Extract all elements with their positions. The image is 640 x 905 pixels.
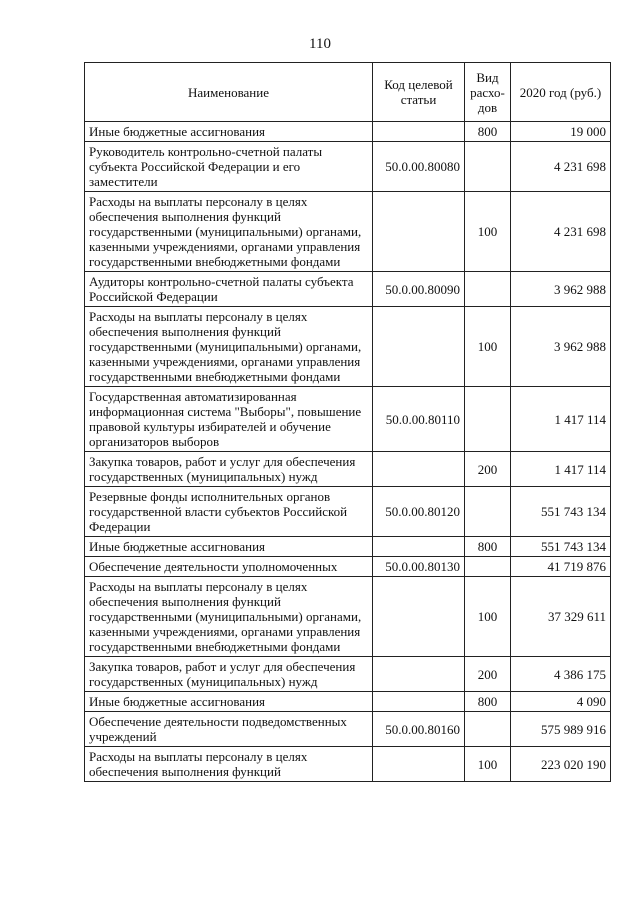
- table-row: [85, 387, 611, 452]
- table-header-row: [85, 63, 611, 122]
- row-amount: 4 090: [511, 692, 611, 712]
- table-row: [85, 537, 611, 557]
- row-code: [373, 537, 465, 557]
- table-row: [85, 272, 611, 307]
- row-amount: 19 000: [511, 122, 611, 142]
- row-code: [373, 452, 465, 487]
- table-row: [85, 307, 611, 387]
- row-code: [373, 747, 465, 782]
- row-amount: 575 989 916: [511, 712, 611, 747]
- row-name: Обеспечение деятельности подведомственных учреждений: [85, 712, 373, 747]
- row-amount: 4 386 175: [511, 657, 611, 692]
- table-row: [85, 692, 611, 712]
- row-code: 50.0.00.80090: [373, 272, 465, 307]
- row-name: Иные бюджетные ассигнования: [85, 537, 373, 557]
- header-amount: 2020 год (руб.): [511, 63, 611, 122]
- table-row: [85, 452, 611, 487]
- row-kind: [465, 487, 511, 537]
- row-kind: 800: [465, 537, 511, 557]
- row-name: Руководитель контрольно-счетной палаты субъекта Российской Федерации и его заместители: [85, 142, 373, 192]
- row-kind: 100: [465, 192, 511, 272]
- row-name: Государственная автоматизированная информационная система "Выборы", повышение правовой культуры избирателей и обучение организаторов выборов: [85, 387, 373, 452]
- row-amount: 37 329 611: [511, 577, 611, 657]
- row-kind: [465, 557, 511, 577]
- row-code: 50.0.00.80110: [373, 387, 465, 452]
- header-kind: Вид расхо-дов: [465, 63, 511, 122]
- row-code: [373, 577, 465, 657]
- row-name: Закупка товаров, работ и услуг для обеспечения государственных (муниципальных) нужд: [85, 657, 373, 692]
- row-name: Иные бюджетные ассигнования: [85, 122, 373, 142]
- row-kind: 100: [465, 577, 511, 657]
- table-row: [85, 557, 611, 577]
- row-name: Расходы на выплаты персоналу в целях обеспечения выполнения функций государственными (муниципальными) органами, казенными учреждениями, органами управления государственными внебюджетными фондами: [85, 307, 373, 387]
- row-kind: [465, 712, 511, 747]
- table-row: [85, 657, 611, 692]
- row-kind: 200: [465, 452, 511, 487]
- row-amount: 551 743 134: [511, 537, 611, 557]
- row-name: Расходы на выплаты персоналу в целях обеспечения выполнения функций государственными (муниципальными) органами, казенными учреждениями, органами управления государственными внебюджетными фондами: [85, 577, 373, 657]
- row-code: [373, 307, 465, 387]
- row-kind: 800: [465, 692, 511, 712]
- header-name: Наименование: [85, 63, 373, 122]
- row-amount: 41 719 876: [511, 557, 611, 577]
- row-kind: 100: [465, 307, 511, 387]
- row-amount: 3 962 988: [511, 272, 611, 307]
- row-kind: 100: [465, 747, 511, 782]
- row-amount: 1 417 114: [511, 387, 611, 452]
- row-kind: 200: [465, 657, 511, 692]
- row-name: Закупка товаров, работ и услуг для обеспечения государственных (муниципальных) нужд: [85, 452, 373, 487]
- table-row: [85, 122, 611, 142]
- row-code: 50.0.00.80130: [373, 557, 465, 577]
- row-amount: 1 417 114: [511, 452, 611, 487]
- row-name: Иные бюджетные ассигнования: [85, 692, 373, 712]
- table-row: [85, 747, 611, 782]
- row-amount: 551 743 134: [511, 487, 611, 537]
- row-code: [373, 122, 465, 142]
- row-code: [373, 657, 465, 692]
- budget-table: [84, 62, 611, 782]
- row-code: 50.0.00.80120: [373, 487, 465, 537]
- table-row: [85, 712, 611, 747]
- row-amount: 223 020 190: [511, 747, 611, 782]
- row-name: Обеспечение деятельности уполномоченных: [85, 557, 373, 577]
- row-code: [373, 192, 465, 272]
- row-code: 50.0.00.80080: [373, 142, 465, 192]
- row-amount: 3 962 988: [511, 307, 611, 387]
- row-amount: 4 231 698: [511, 192, 611, 272]
- header-code: Код целевой статьи: [373, 63, 465, 122]
- row-code: 50.0.00.80160: [373, 712, 465, 747]
- row-kind: 800: [465, 122, 511, 142]
- table-row: [85, 142, 611, 192]
- row-name: Аудиторы контрольно-счетной палаты субъекта Российской Федерации: [85, 272, 373, 307]
- row-code: [373, 692, 465, 712]
- table-row: [85, 192, 611, 272]
- table-row: [85, 577, 611, 657]
- row-kind: [465, 272, 511, 307]
- row-name: Резервные фонды исполнительных органов государственной власти субъектов Российской Федерации: [85, 487, 373, 537]
- row-kind: [465, 387, 511, 452]
- row-name: Расходы на выплаты персоналу в целях обеспечения выполнения функций: [85, 747, 373, 782]
- table-row: [85, 487, 611, 537]
- row-name: Расходы на выплаты персоналу в целях обеспечения выполнения функций государственными (муниципальными) органами, казенными учреждениями, органами управления государственными внебюджетными фондами: [85, 192, 373, 272]
- page-number: 110: [309, 36, 331, 52]
- row-amount: 4 231 698: [511, 142, 611, 192]
- row-kind: [465, 142, 511, 192]
